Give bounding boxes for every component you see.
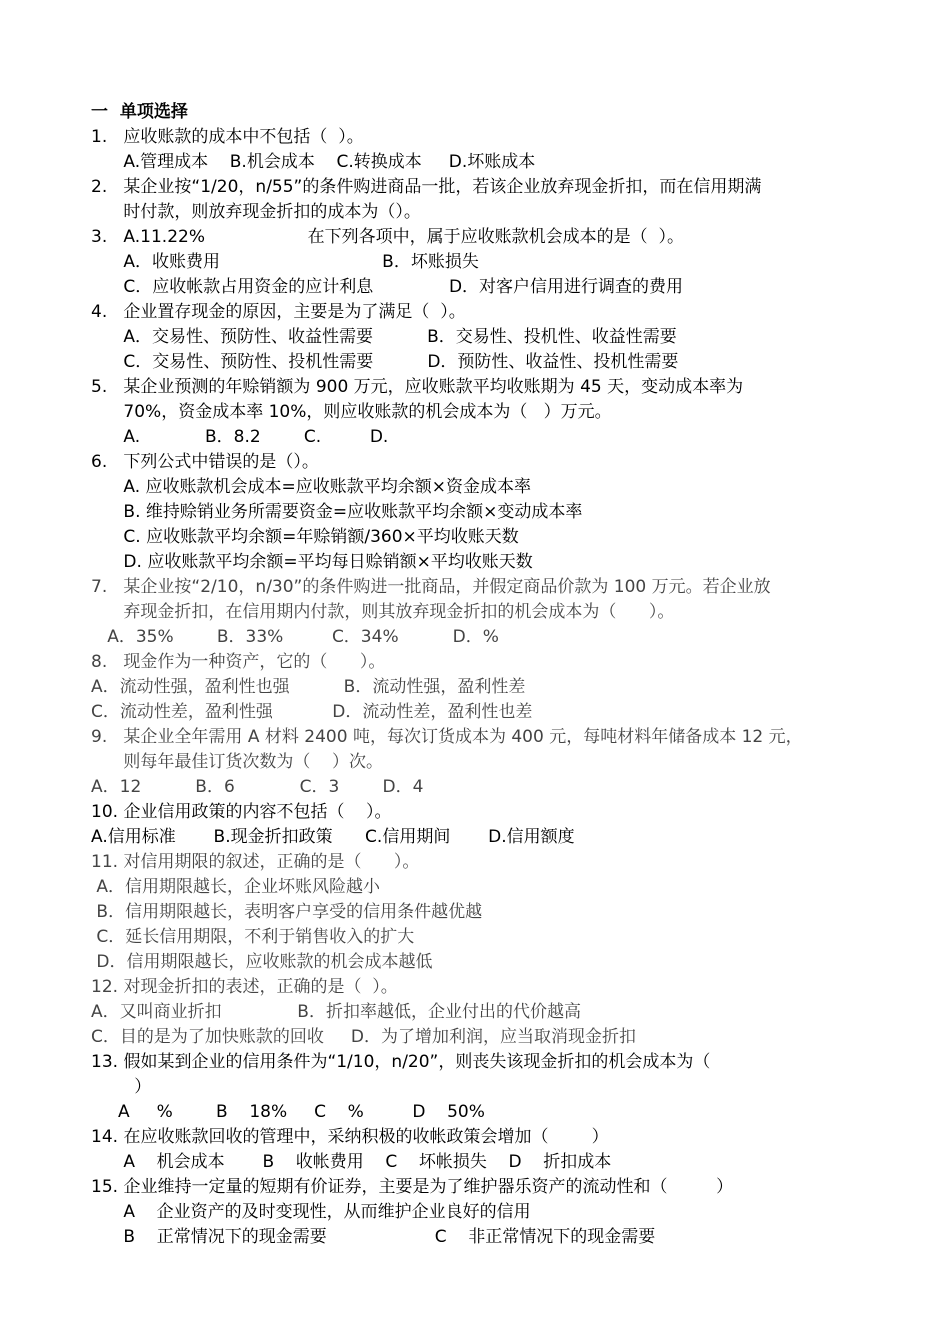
q7-options: A．35% B．33% C．34% D．% bbox=[91, 627, 499, 647]
q6-stem: 6. 下列公式中错误的是（）。 bbox=[91, 452, 319, 472]
q7-stem-line1: 7. 某企业按“2/10，n/30”的条件购进一批商品，并假定商品价款为 100 万元。若企业放 bbox=[91, 577, 771, 597]
q15-option-a: A 企业资产的及时变现性，从而维护企业良好的信用 bbox=[91, 1202, 531, 1222]
q15-options-bc: B 正常情况下的现金需要 C 非正常情况下的现金需要 bbox=[91, 1227, 656, 1247]
q11-option-d: D．信用期限越长，应收账款的机会成本越低 bbox=[91, 952, 433, 972]
q14-options: A 机会成本 B 收帐费用 C 坏帐损失 D 折扣成本 bbox=[91, 1152, 612, 1172]
q6-option-d: D. 应收账款平均余额=平均每日赊销额×平均收账天数 bbox=[91, 552, 533, 572]
q5-options: A. B．8.2 C. D. bbox=[91, 427, 389, 447]
q6-option-c: C. 应收账款平均余额=年赊销额/360×平均收账天数 bbox=[91, 527, 519, 547]
q13-stem-line1: 13. 假如某到企业的信用条件为“1/10，n/20”，则丧失该现金折扣的机会成本为（ bbox=[91, 1052, 711, 1072]
q11-stem: 11. 对信用期限的叙述，正确的是（ ）。 bbox=[91, 852, 420, 872]
q1-options: A.管理成本 B.机会成本 C.转换成本 D.坏账成本 bbox=[91, 152, 536, 172]
q3-stem: 3. A.11.22% 在下列各项中，属于应收账款机会成本的是（ ）。 bbox=[91, 227, 684, 247]
q9-stem-line1: 9. 某企业全年需用 A 材料 2400 吨，每次订货成本为 400 元，每吨材料年储备成本 12 元， bbox=[91, 727, 803, 747]
q10-stem: 10. 企业信用政策的内容不包括（ ）。 bbox=[91, 802, 392, 822]
q8-options-cd: C．流动性差，盈利性强 D．流动性差，盈利性也差 bbox=[91, 702, 533, 722]
q12-options-ab: A．又叫商业折扣 B．折扣率越低，企业付出的代价越高 bbox=[91, 1002, 581, 1022]
q4-options-ab: A．交易性、预防性、收益性需要 B．交易性、投机性、收益性需要 bbox=[91, 327, 677, 347]
q2-stem-line1: 2. 某企业按“1/20，n/55”的条件购进商品一批，若该企业放弃现金折扣，而在信用期满 bbox=[91, 177, 762, 197]
q5-stem-line2: 70%，资金成本率 10%，则应收账款的机会成本为（ ）万元。 bbox=[91, 402, 612, 422]
section-title: 一 单项选择 bbox=[91, 102, 188, 122]
q3-options-ab: A．收账费用 B．坏账损失 bbox=[91, 252, 479, 272]
q8-options-ab: A．流动性强，盈利性也强 B．流动性强，盈利性差 bbox=[91, 677, 526, 697]
q4-stem: 4. 企业置存现金的原因，主要是为了满足（ ）。 bbox=[91, 302, 466, 322]
q9-options: A．12 B．6 C．3 D．4 bbox=[91, 777, 424, 797]
q1-stem: 1. 应收账款的成本中不包括（ ）。 bbox=[91, 127, 364, 147]
q11-option-a: A．信用期限越长，企业坏账风险越小 bbox=[91, 877, 381, 897]
q3-options-cd: C．应收帐款占用资金的应计利息 D．对客户信用进行调查的费用 bbox=[91, 277, 684, 297]
q8-stem: 8. 现金作为一种资产，它的（ ）。 bbox=[91, 652, 386, 672]
q14-stem: 14. 在应收账款回收的管理中，采纳积极的收帐政策会增加（ ） bbox=[91, 1127, 609, 1147]
q9-stem-line2: 则每年最佳订货次数为（ ）次。 bbox=[91, 752, 384, 772]
q12-stem: 12. 对现金折扣的表述，正确的是（ ）。 bbox=[91, 977, 398, 997]
q13-options: A % B 18% C % D 50% bbox=[91, 1102, 485, 1122]
q2-stem-line2: 时付款，则放弃现金折扣的成本为（）。 bbox=[91, 202, 421, 222]
q5-stem-line1: 5. 某企业预测的年赊销额为 900 万元，应收账款平均收账期为 45 天，变动成本率为 bbox=[91, 377, 744, 397]
q15-stem: 15. 企业维持一定量的短期有价证券，主要是为了维护器乐资产的流动性和（ ） bbox=[91, 1177, 734, 1197]
q11-option-c: C．延长信用期限，不利于销售收入的扩大 bbox=[91, 927, 415, 947]
q10-options: A.信用标准 B.现金折扣政策 C.信用期间 D.信用额度 bbox=[91, 827, 575, 847]
q4-options-cd: C．交易性、预防性、投机性需要 D．预防性、收益性、投机性需要 bbox=[91, 352, 679, 372]
q12-options-cd: C．目的是为了加快账款的回收 D．为了增加利润，应当取消现金折扣 bbox=[91, 1027, 636, 1047]
q13-stem-line2: ） bbox=[91, 1077, 152, 1097]
q7-stem-line2: 弃现金折扣，在信用期内付款，则其放弃现金折扣的机会成本为（ ）。 bbox=[91, 602, 675, 622]
q6-option-a: A. 应收账款机会成本=应收账款平均余额×资金成本率 bbox=[91, 477, 532, 497]
q11-option-b: B．信用期限越长，表明客户享受的信用条件越优越 bbox=[91, 902, 483, 922]
q6-option-b: B. 维持赊销业务所需要资金=应收账款平均余额×变动成本率 bbox=[91, 502, 583, 522]
